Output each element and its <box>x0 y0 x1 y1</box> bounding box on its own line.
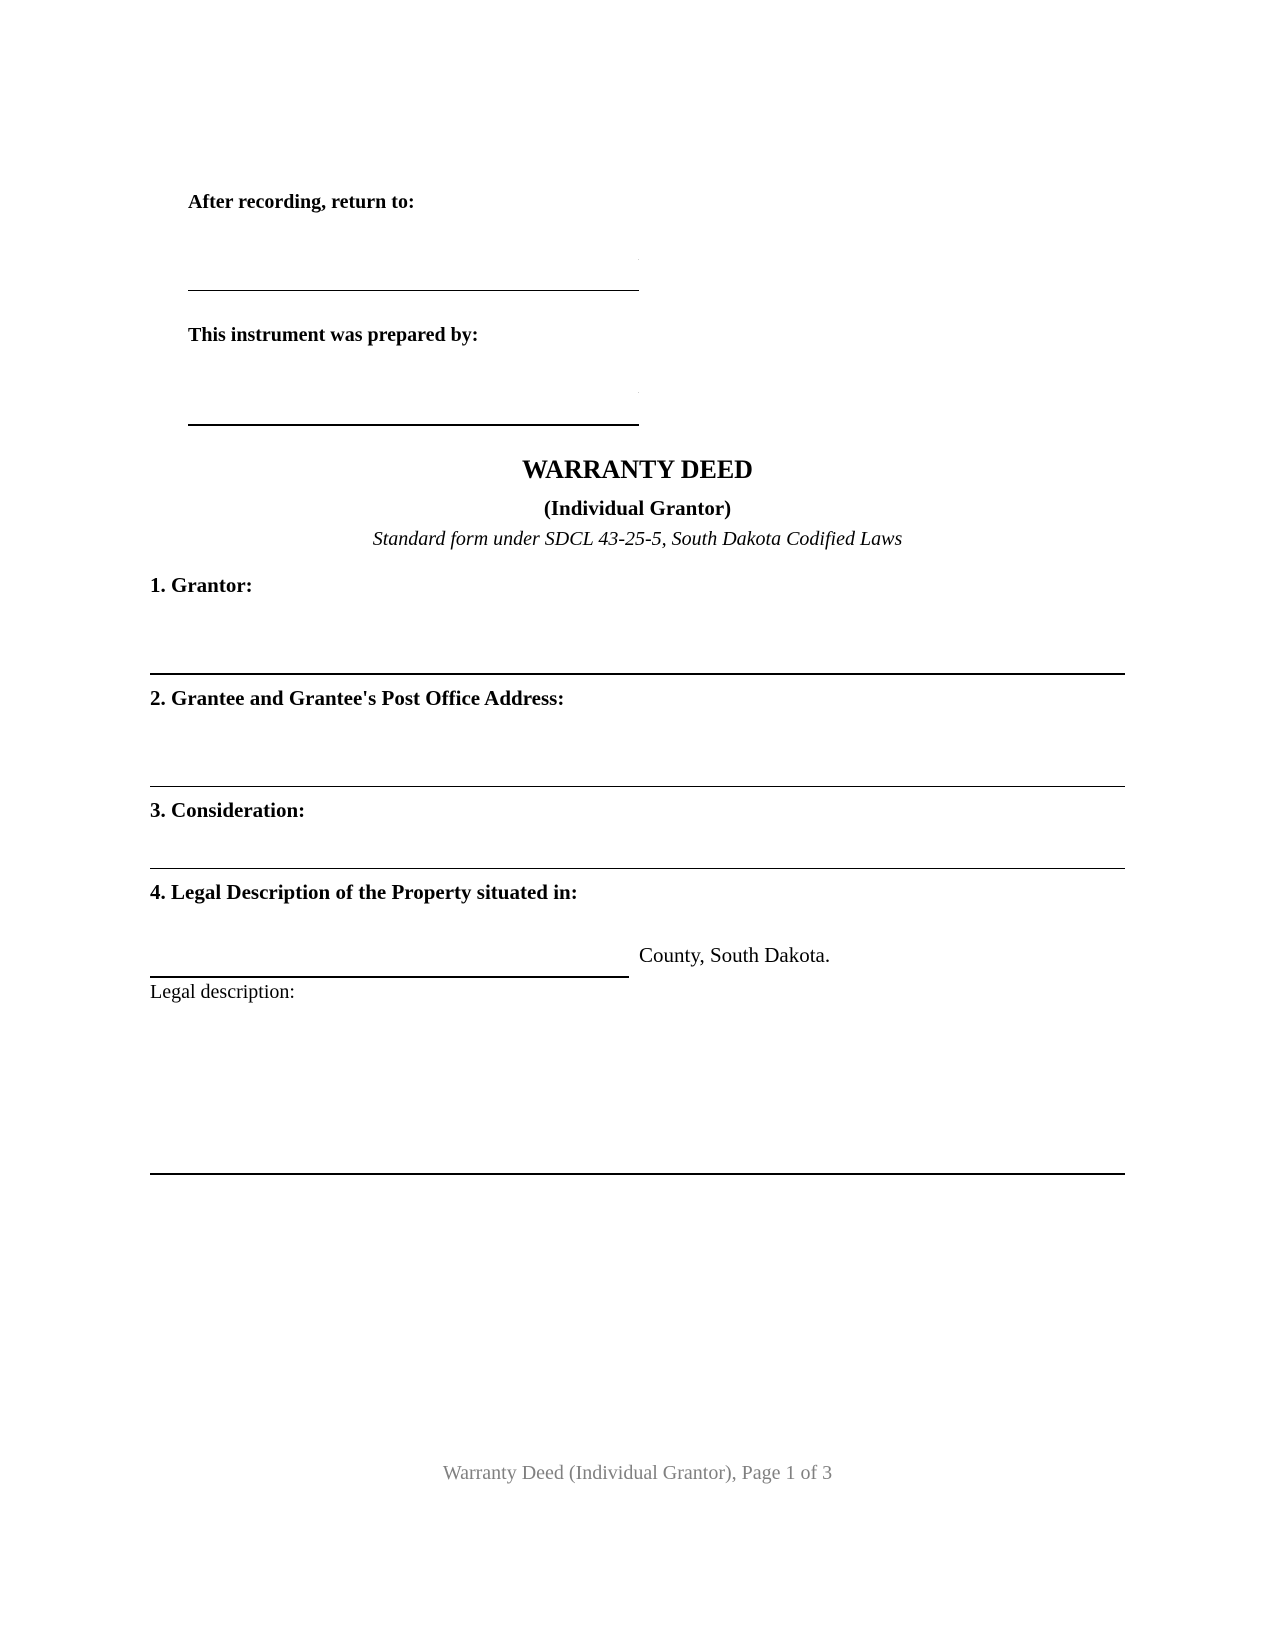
county-line[interactable] <box>150 976 629 978</box>
legal-description-line[interactable] <box>150 1173 1125 1175</box>
legal-description-heading: 4. Legal Description of the Property situated in: <box>150 880 578 904</box>
grantee-line[interactable] <box>150 786 1125 787</box>
county-suffix: County, South Dakota. <box>639 943 831 967</box>
consideration-line[interactable] <box>150 868 1125 869</box>
legal-description-label: Legal description: <box>150 981 295 1003</box>
return-to-label: After recording, return to: <box>188 191 415 213</box>
document-title: WARRANTY DEED <box>522 455 753 484</box>
return-to-line[interactable] <box>188 290 639 291</box>
grantee-heading: 2. Grantee and Grantee's Post Office Address: <box>150 686 565 710</box>
page-footer: Warranty Deed (Individual Grantor), Page 1 of 3 <box>442 1462 833 1484</box>
prepared-by-label: This instrument was prepared by: <box>188 324 479 346</box>
document-subtitle: (Individual Grantor) <box>543 496 732 520</box>
field-marker <box>638 259 639 260</box>
statute-reference: Standard form under SDCL 43-25-5, South Dakota Codified Laws <box>372 528 903 550</box>
prepared-by-line[interactable] <box>188 424 639 426</box>
field-marker <box>638 392 639 393</box>
consideration-heading: 3. Consideration: <box>150 798 306 822</box>
grantor-line[interactable] <box>150 673 1125 675</box>
grantor-heading: 1. Grantor: <box>150 573 253 597</box>
